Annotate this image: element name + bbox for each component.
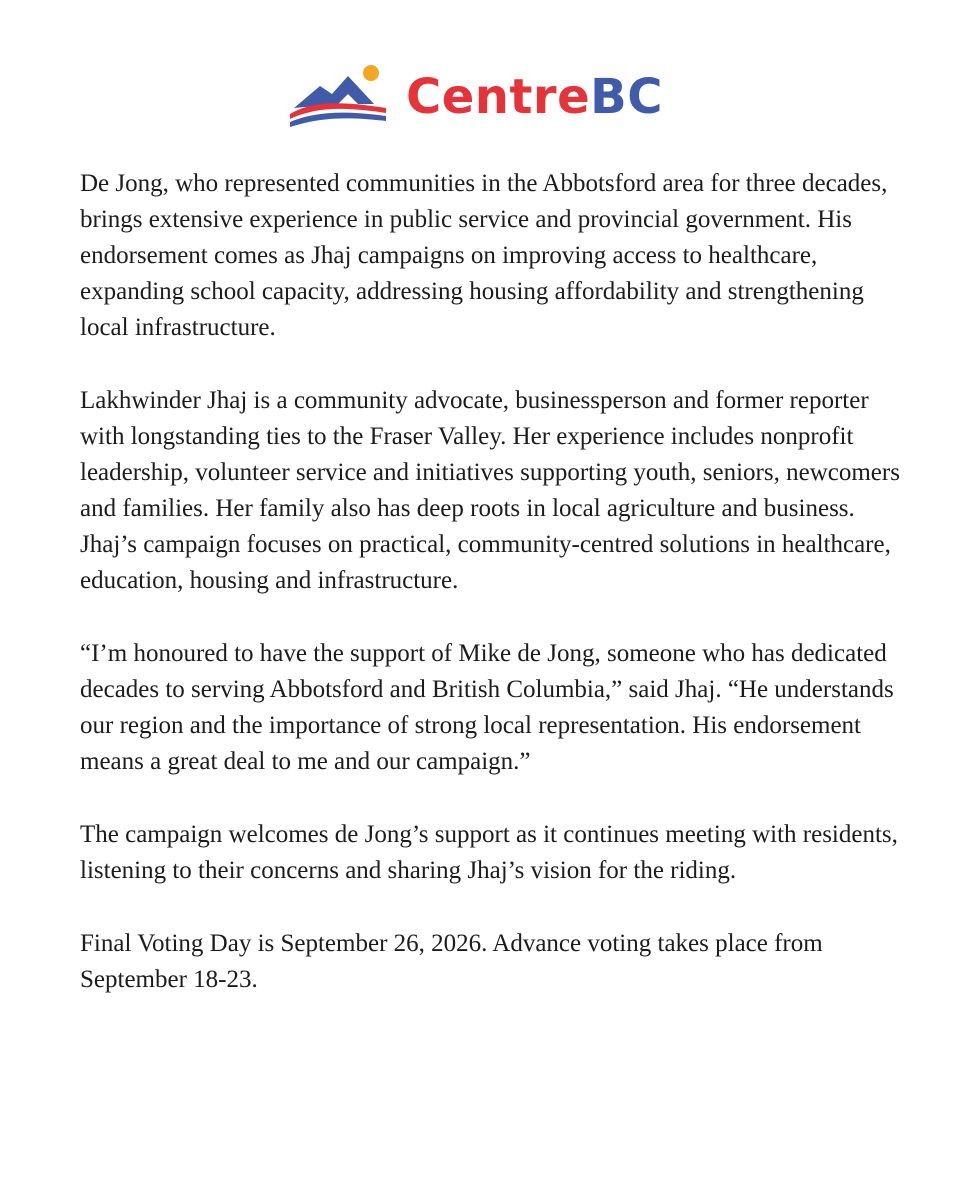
paragraph-dejong-background: De Jong, who represented communities in the Abbotsford area for three decades, brings extensive experience in public service and provincial government. His endorsement comes as Jhaj campaigns on improving access to healthcare, expanding school capacity, addressing housing affordability and strengthening local infrastructure. — [80, 170, 888, 341]
logo-word-bc: BC — [590, 69, 663, 125]
logo-wordmark — [406, 67, 663, 127]
paragraph-voting-dates: Final Voting Day is September 26, 2026. Advance voting takes place from September 18-23. — [80, 930, 823, 993]
logo-word-centre: Centre — [406, 69, 591, 125]
paragraph-jhaj-quote: “I’m honoured to have the support of Mike de Jong, someone who has dedicated decades to serving Abbotsford and British Columbia,” said Jhaj. “He understands our region and the importance of strong local representation. His endorsement means a great deal to me and our campaign.” — [80, 640, 894, 775]
article-body — [80, 166, 900, 1035]
mountain-wave-logo-icon — [288, 64, 388, 128]
paragraph-campaign-welcome: The campaign welcomes de Jong’s support as it continues meeting with residents, listening to their concerns and sharing Jhaj’s vision for the riding. — [80, 821, 898, 884]
paragraph-jhaj-bio: Lakhwinder Jhaj is a community advocate, businessperson and former reporter with longstanding ties to the Fraser Valley. Her experience includes nonprofit leadership, volunteer service and initiatives supporting youth, seniors, newcomers and families. Her family also has deep roots in local agriculture and business. Jhaj’s campaign focuses on practical, community-centred solutions in healthcare, education, housing and infrastructure. — [80, 387, 900, 594]
centrebc-logo — [288, 62, 678, 132]
